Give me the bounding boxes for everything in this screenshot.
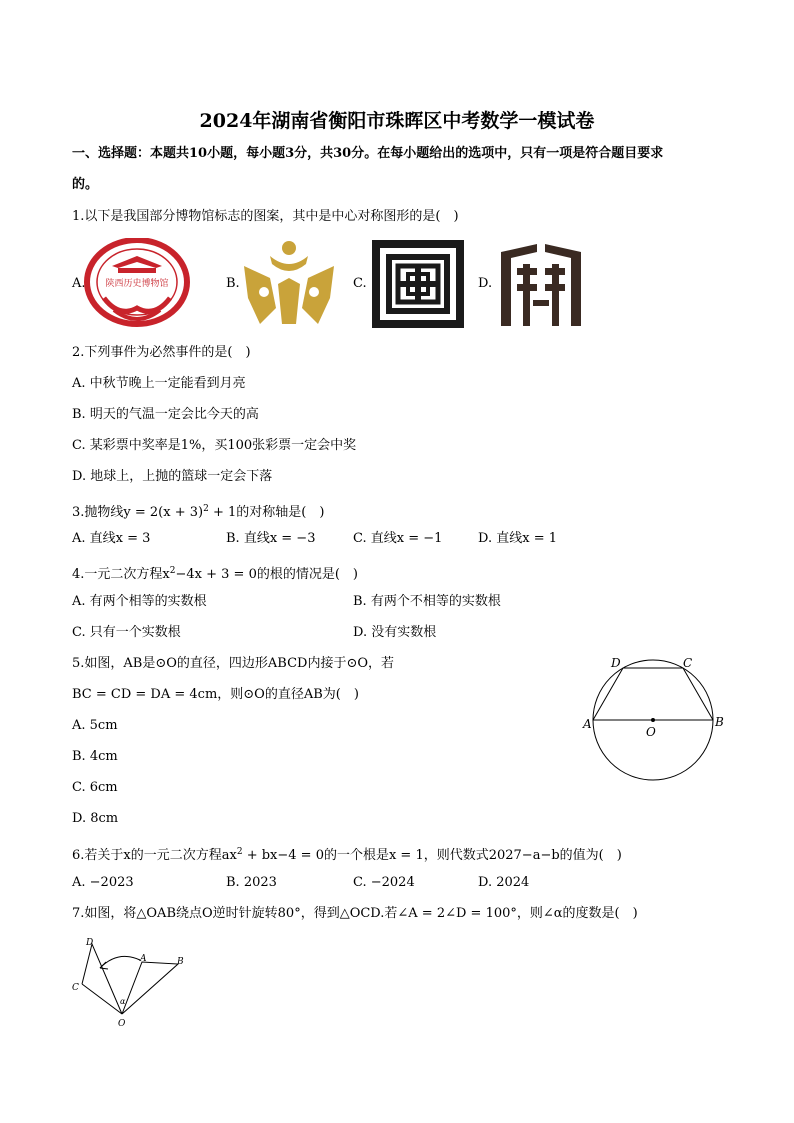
- q4-option-d: D. 没有实数根: [353, 625, 437, 640]
- q3-option-a: A. 直线x = 3: [72, 531, 151, 546]
- q1-stem: 1.以下是我国部分博物馆标志的图案，其中是中心对称图形的是( ): [72, 209, 459, 224]
- q7-label-b: B: [177, 957, 184, 967]
- q4-stem: [72, 562, 358, 584]
- q3-stem-post: + 1的对称轴是( ): [208, 505, 325, 520]
- q6-stem-post: + bx−4 = 0的一个根是x = 1，则代数式2027−a−b的值为( ): [242, 848, 622, 863]
- q5-circle-figure: [578, 652, 728, 782]
- q5-option-a: A. 5cm: [72, 718, 118, 733]
- q1-label-b: B.: [226, 276, 240, 291]
- q4-stem-post: −4x + 3 = 0的根的情况是( ): [175, 567, 358, 582]
- q5-label-c: C: [683, 656, 693, 670]
- logo-a-chinese-text: 陕西历史博物馆: [105, 279, 169, 289]
- q3-stem: [72, 500, 324, 522]
- logo-a-shaanxi-museum-icon: [84, 238, 190, 330]
- q6-stem-sup: 2: [236, 847, 243, 857]
- q3-option-d: D. 直线x = 1: [478, 531, 557, 546]
- q1-label-a: A.: [72, 276, 86, 291]
- q5-label-d: D: [611, 656, 621, 670]
- q5-option-c: C. 6cm: [72, 780, 118, 795]
- q7-label-o: O: [118, 1019, 126, 1029]
- logo-d-calligraphy-icon: [497, 240, 585, 328]
- q4-option-b: B. 有两个不相等的实数根: [353, 594, 501, 609]
- q5-stem-line1: 5.如图，AB是⊙O的直径，四边形ABCD内接于⊙O，若: [72, 656, 394, 671]
- q5-option-b: B. 4cm: [72, 749, 118, 764]
- q6-option-b: B. 2023: [226, 875, 277, 890]
- q2-option-d: D. 地球上，上抛的篮球一定会下落: [72, 469, 273, 484]
- q3-option-b: B. 直线x = −3: [226, 531, 316, 546]
- q5-label-a: A: [583, 717, 592, 731]
- q4-stem-sup: 2: [169, 566, 176, 576]
- q7-label-a: A: [140, 954, 147, 964]
- logo-c-square-pattern-icon: [372, 240, 464, 328]
- q2-option-a: A. 中秋节晚上一定能看到月亮: [72, 376, 246, 391]
- q6-option-c: C. −2024: [353, 875, 415, 890]
- logo-b-gold-emblem-icon: [240, 238, 338, 328]
- q6-option-d: D. 2024: [478, 875, 530, 890]
- q6-option-a: A. −2023: [72, 875, 134, 890]
- q3-option-c: C. 直线x = −1: [353, 531, 443, 546]
- q7-label-alpha: α: [120, 997, 126, 1006]
- q4-option-a: A. 有两个相等的实数根: [72, 594, 207, 609]
- q2-stem: 2.下列事件为必然事件的是( ): [72, 345, 251, 360]
- q5-label-b: B: [715, 715, 724, 729]
- q1-label-d: D.: [478, 276, 493, 291]
- q7-rotation-figure: [66, 934, 196, 1030]
- section-heading-line2: 的。: [72, 177, 99, 192]
- q2-option-b: B. 明天的气温一定会比今天的高: [72, 407, 259, 422]
- q3-stem-pre: 3.抛物线y = 2(x + 3): [72, 505, 204, 520]
- q7-label-d: D: [86, 938, 94, 948]
- q7-stem: 7.如图，将△OAB绕点O逆时针旋转80°，得到△OCD.若∠A = 2∠D = 100°，则∠α的度数是( ): [72, 906, 638, 921]
- q2-option-c: C. 某彩票中奖率是1%，买100张彩票一定会中奖: [72, 438, 357, 453]
- section-heading-line1: 一、选择题：本题共10小题，每小题3分，共30分。在每小题给出的选项中，只有一项是符合题目要求: [72, 146, 664, 161]
- q5-label-o: O: [646, 725, 656, 739]
- q5-option-d: D. 8cm: [72, 811, 119, 826]
- q7-label-c: C: [72, 983, 79, 993]
- q6-stem: [72, 843, 622, 865]
- q4-option-c: C. 只有一个实数根: [72, 625, 181, 640]
- q1-label-c: C.: [353, 276, 367, 291]
- q3-stem-sup: 2: [203, 504, 209, 514]
- q4-stem-pre: 4.一元二次方程x: [72, 567, 170, 582]
- q6-stem-pre: 6.若关于x的一元二次方程ax: [72, 848, 237, 863]
- paper-title: 2024年湖南省衡阳市珠晖区中考数学一模试卷: [199, 110, 595, 132]
- q5-stem-line2: BC = CD = DA = 4cm，则⊙O的直径AB为( ): [72, 687, 359, 702]
